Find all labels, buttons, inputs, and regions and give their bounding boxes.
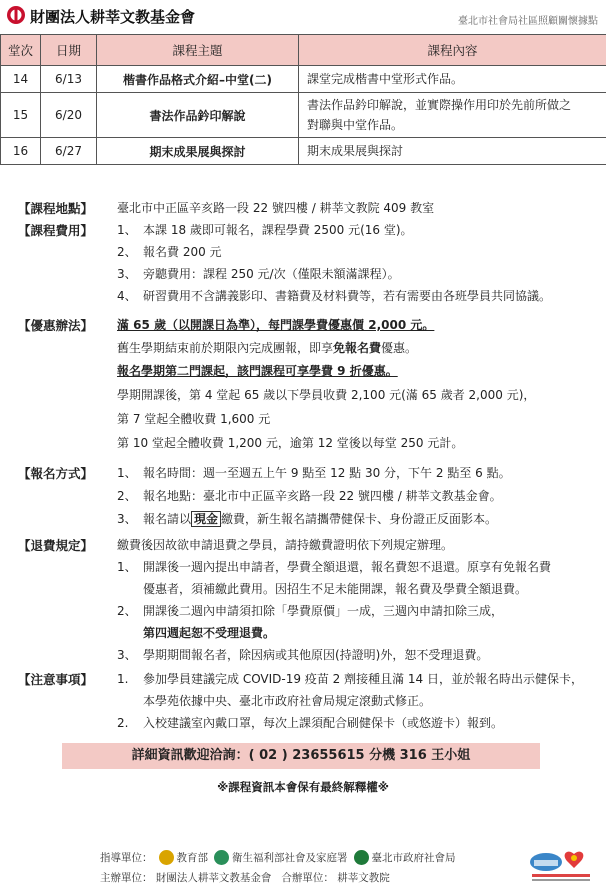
registration-item: 1、 報名時間：週一至週五上午 9 點至 12 點 30 分，下午 2 點至 6 點。: [117, 466, 511, 480]
table-row: [1, 138, 606, 165]
registration-label: 【報名方式】: [18, 466, 94, 481]
host-unit: 財團法人耕莘文教基金會: [155, 872, 272, 884]
notes-label: 【注意事項】: [18, 672, 94, 687]
location-label: 【課程地點】: [18, 201, 94, 216]
cell-topic: 楷書作品格式介紹–中堂(二): [97, 66, 299, 93]
guide-units: [100, 850, 456, 865]
note-item-cont: 本學苑依據中央、臺北市政府社會局規定滾動式修正。: [143, 694, 432, 708]
fee-item: 4、 研習費用不含講義影印、書籍費及材料費等，若有需要由各班學員共同協議。: [117, 289, 552, 303]
foundation-logo-icon: [6, 5, 26, 25]
cell-date: 6/27: [41, 138, 97, 165]
discount-section: [10, 312, 600, 460]
note-item: 2. 入校建議室內戴口罩，每次上課須配合刷健保卡（或悠遊卡）報到。: [117, 716, 504, 730]
col-header-topic: 課程主題: [97, 35, 299, 66]
cell-session: 14: [1, 66, 41, 93]
guide-unit-3: 臺北市政府社會局: [371, 852, 456, 864]
refund-section: [10, 530, 600, 660]
fee-item: 2、 報名費 200 元: [117, 245, 222, 259]
page-footer: [100, 846, 600, 886]
registration-section: [10, 460, 600, 530]
cell-session: 15: [1, 93, 41, 138]
host-units: [100, 870, 390, 885]
co-unit: 耕莘文教院: [337, 872, 390, 884]
refund-intro: 繳費後因故欲申請退費之學員，請持繳費證明依下列規定辦理。: [117, 538, 454, 552]
refund-item: 2、 開課後二週內申請須扣除「學費原價」一成，三週內申請扣除三成，: [117, 604, 504, 618]
discount-line-returning: 舊生學期結束前於期限內完成團報，即享免報名費優惠。: [117, 341, 418, 355]
cash-highlight: 現金: [191, 511, 221, 527]
discount-label: 【優惠辦法】: [18, 318, 94, 333]
table-header-row: [1, 35, 606, 66]
col-header-session: 堂次: [1, 35, 41, 66]
note-item: 1. 參加學員建議完成 COVID-19 疫苗 2 劑接種且滿 14 日，並於報名時出示健保卡，: [117, 672, 583, 686]
table-row: [1, 66, 606, 93]
fees-label: 【課程費用】: [18, 223, 94, 238]
org-name: 財團法人耕莘文教基金會: [30, 8, 196, 26]
refund-item: 3、 學期期間報名者，除因病或其他原因(持證明)外，恕不受理退費。: [117, 648, 489, 662]
co-label: 合辦單位：: [281, 872, 334, 884]
cell-topic: 期末成果展與探討: [97, 138, 299, 165]
moe-logo-icon: [159, 850, 174, 865]
cell-content-line: 書法作品鈐印解說，並實際操作用印於先前所做之: [307, 98, 572, 112]
cell-content-line: 期末成果展與探討: [307, 144, 404, 158]
registration-item: 2、 報名地點：臺北市中正區辛亥路一段 22 號四樓 / 耕莘文教基金會。: [117, 489, 502, 503]
guide-unit-1: 教育部: [176, 852, 208, 864]
org-subtitle: 臺北市社會局社區照顧關懷據點: [458, 16, 598, 27]
fees-section: [10, 218, 600, 312]
table-row: [1, 93, 606, 138]
col-header-content: 課程內容: [299, 35, 606, 66]
refund-label: 【退費規定】: [18, 538, 94, 553]
host-label: 主辦單位：: [100, 872, 153, 884]
cell-date: 6/13: [41, 66, 97, 93]
fee-item: 1、 本課 18 歲即可報名，課程學費 2500 元(16 堂)。: [117, 223, 413, 237]
location-text: 臺北市中正區辛亥路一段 22 號四樓 / 耕莘文教院 409 教室: [117, 201, 435, 215]
cell-content: [299, 66, 606, 93]
course-info: [10, 196, 600, 730]
discount-line-second-course: 報名學期第二門課起，該門課程可享學費 9 折優惠。: [117, 364, 398, 378]
cell-date: 6/20: [41, 93, 97, 138]
taipei-social-logo-icon: [354, 850, 369, 865]
notes-section: [10, 660, 600, 730]
discount-line-late-7: 第 7 堂起全體收費 1,600 元: [117, 412, 271, 426]
registration-item: 3、 報名請以 現金 繳費，新生報名請攜帶健保卡、身份證正反面影本。: [117, 512, 498, 526]
refund-item-cont: 第四週起恕不受理退費。: [143, 626, 276, 640]
cell-content-line: 對聯與中堂作品。: [307, 118, 404, 132]
discount-line-senior: 滿 65 歲（以開課日為準），每門課學費優惠價 2,000 元。: [117, 318, 435, 332]
community-care-badge-icon: [526, 846, 596, 884]
discount-line-late-10: 第 10 堂起全體收費 1,200 元，逾第 12 堂後以每堂 250 元計。: [117, 436, 464, 450]
refund-item-cont: 優惠者，須補繳此費用。因招生不足未能開課，報名費及學費全額退費。: [143, 582, 528, 596]
page-header: [0, 0, 606, 34]
final-notice: ※課程資訊本會保有最終解釋權※: [217, 780, 389, 794]
guide-unit-2: 衛生福利部社會及家庭署: [232, 852, 348, 864]
discount-line-late-4: 學期開課後，第 4 堂起 65 歲以下學員收費 2,100 元(滿 65 歲者 2,000 元)，: [117, 388, 536, 402]
guide-label: 指導單位：: [100, 852, 153, 864]
cell-content-line: 課堂完成楷書中堂形式作品。: [307, 72, 464, 86]
mohw-logo-icon: [214, 850, 229, 865]
fee-item: 3、 旁聽費用：課程 250 元/次（僅限未額滿課程）。: [117, 267, 400, 281]
cell-content: [299, 93, 606, 138]
schedule-table: [0, 34, 606, 165]
cell-content: [299, 138, 606, 165]
cell-session: 16: [1, 138, 41, 165]
refund-item: 1、 開課後一週內提出申請者，學費全額退還，報名費恕不退還。原享有免報名費: [117, 560, 552, 574]
location-section: [10, 196, 600, 218]
cell-topic: 書法作品鈐印解說: [97, 93, 299, 138]
col-header-date: 日期: [41, 35, 97, 66]
contact-bar: 詳細資訊歡迎洽詢：( 02 ) 23655615 分機 316 王小姐: [62, 743, 540, 769]
